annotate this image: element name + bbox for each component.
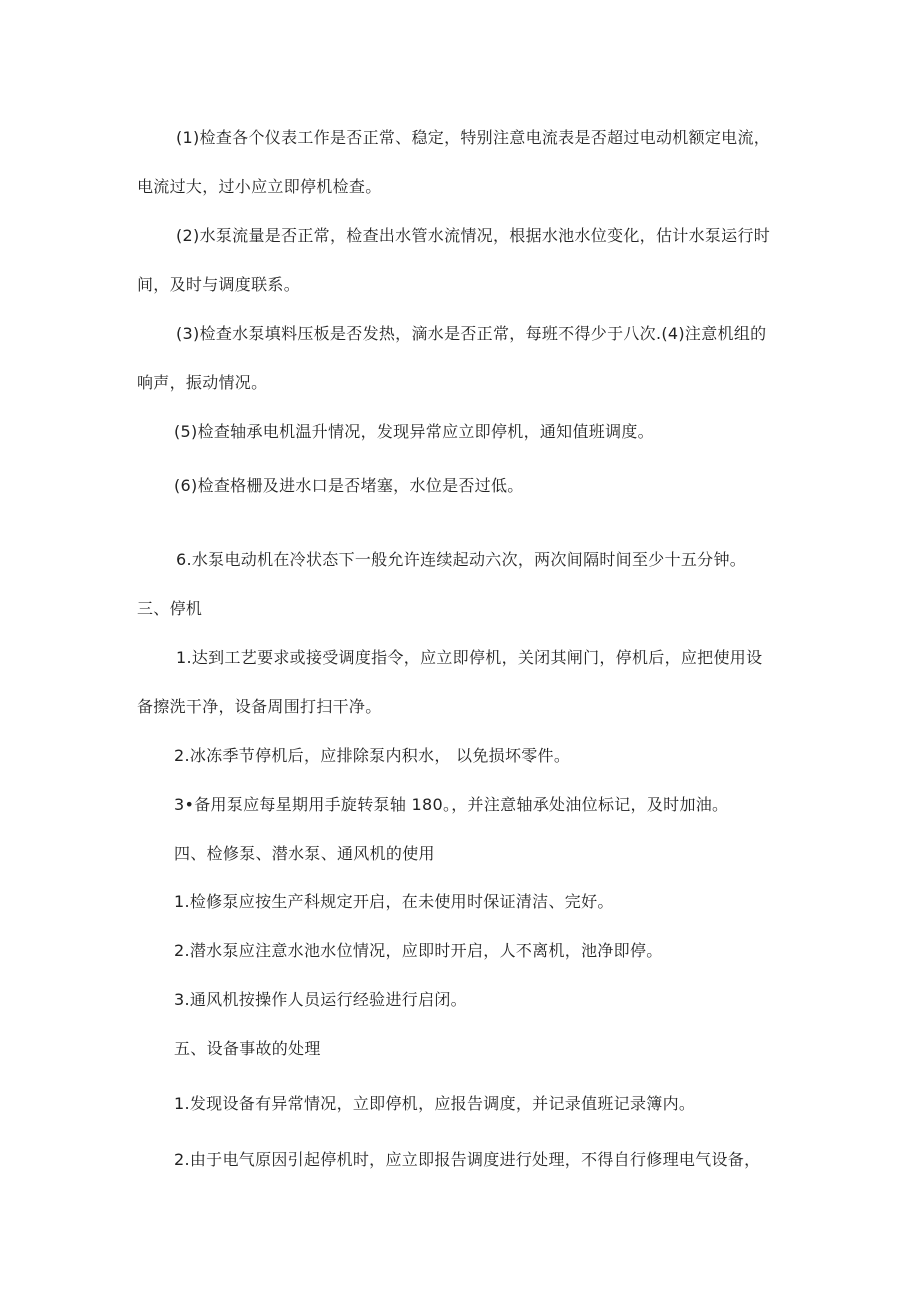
paragraph-line: 电流过大，过小应立即停机检查。 xyxy=(137,177,382,196)
paragraph-line: 2.冰冻季节停机后，应排除泵内积水， 以免损坏零件。 xyxy=(174,746,571,765)
paragraph-line: 2.由于电气原因引起停机时，应立即报告调度进行处理，不得自行修理电气设备， xyxy=(174,1150,761,1169)
paragraph-line: 3.通风机按操作人员运行经验进行启闭。 xyxy=(174,990,467,1009)
paragraph-line: 6.水泵电动机在冷状态下一般允许连续起动六次，两次间隔时间至少十五分钟。 xyxy=(176,550,747,569)
paragraph-line: (3)检查水泵填料压板是否发热，滴水是否正常，每班不得少于八次.(4)注意机组的 xyxy=(176,324,767,343)
paragraph-line: (6)检查格栅及进水口是否堵塞，水位是否过低。 xyxy=(174,476,524,495)
section-heading: 四、检修泵、潜水泵、通风机的使用 xyxy=(174,844,435,863)
paragraph-line: 2.潜水泵应注意水池水位情况，应即时开启，人不离机，池净即停。 xyxy=(174,941,663,960)
paragraph-line: (5)检查轴承电机温升情况，发现异常应立即停机，通知值班调度。 xyxy=(174,422,654,441)
paragraph-line: 响声，振动情况。 xyxy=(137,373,268,392)
paragraph-line: 1.达到工艺要求或接受调度指令，应立即停机，关闭其闸门，停机后，应把使用设 xyxy=(176,648,763,667)
paragraph-line: 备擦洗干净，设备周围打扫干净。 xyxy=(137,697,382,716)
paragraph-line: 1.检修泵应按生产科规定开启，在未使用时保证清洁、完好。 xyxy=(174,892,614,911)
paragraph-line: (2)水泵流量是否正常，检查出水管水流情况，根据水池水位变化，估计水泵运行时 xyxy=(176,226,771,245)
section-heading: 三、停机 xyxy=(137,599,203,618)
section-heading: 五、设备事故的处理 xyxy=(174,1039,321,1058)
paragraph-line: (1)检查各个仪表工作是否正常、稳定，特别注意电流表是否超过电动机额定电流， xyxy=(176,128,771,147)
paragraph-line: 间，及时与调度联系。 xyxy=(137,275,301,294)
paragraph-line: 3•备用泵应每星期用手旋转泵轴 180。，并注意轴承处油位标记，及时加油。 xyxy=(174,795,729,814)
paragraph-line: 1.发现设备有异常情况，立即停机，应报告调度，并记录值班记录簿内。 xyxy=(174,1094,696,1113)
